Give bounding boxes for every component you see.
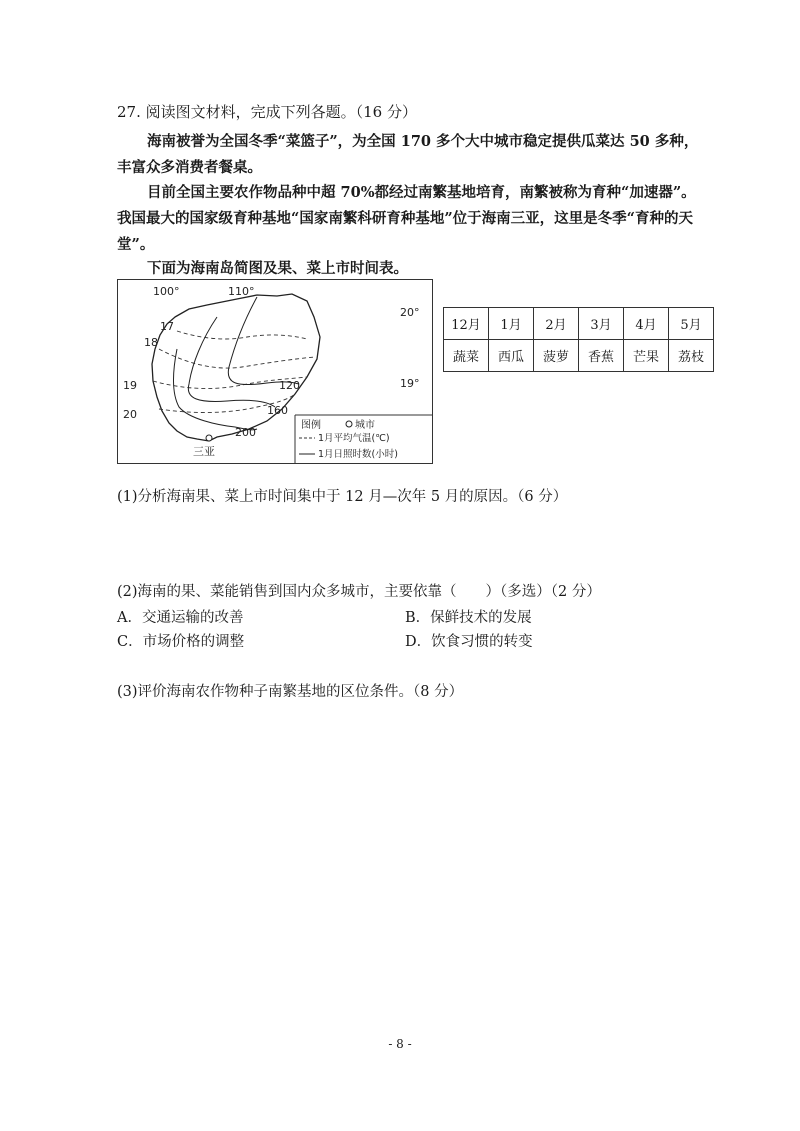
month-cell: 2月 [534, 308, 579, 340]
sub-question-1: (1)分析海南果、菜上市时间集中于 12 月—次年 5 月的原因。（6 分） [117, 489, 568, 505]
lon-label-110: 110° [228, 285, 255, 298]
lat-label-19: 19° [400, 377, 420, 390]
lon-label-100: 100° [153, 285, 180, 298]
option-d: D．饮食习惯的转变 [405, 634, 533, 650]
option-c: C．市场价格的调整 [117, 634, 245, 650]
product-cell: 菠萝 [534, 340, 579, 372]
sunshine-label-120: 120 [279, 379, 300, 392]
isotherm-17 [177, 331, 307, 339]
month-cell: 5月 [669, 308, 714, 340]
option-a: A．交通运输的改善 [117, 610, 244, 626]
month-row [444, 308, 714, 340]
material-paragraph-3: 下面为海南岛简图及果、菜上市时间表。 [147, 260, 408, 277]
legend-city-icon [346, 421, 352, 427]
product-cell: 芒果 [624, 340, 669, 372]
page-number: - 8 - [388, 1037, 412, 1051]
product-cell: 香蕉 [579, 340, 624, 372]
month-cell: 3月 [579, 308, 624, 340]
sub-question-3: (3)评价海南农作物种子南繁基地的区位条件。（8 分） [117, 684, 464, 700]
city-label-sanya: 三亚 [193, 445, 215, 458]
sunshine-line-120 [228, 297, 299, 385]
temp-label-20: 20 [123, 408, 137, 421]
lat-label-20: 20° [400, 306, 420, 319]
legend-title: 图例 [301, 420, 321, 431]
market-time-table [443, 307, 714, 372]
sunshine-line-160 [188, 317, 275, 407]
sunshine-label-200: 200 [235, 426, 256, 439]
temp-label-19: 19 [123, 379, 137, 392]
legend-sunshine-label: 1月日照时数(小时) [318, 449, 398, 460]
sunshine-label-160: 160 [267, 404, 288, 417]
temp-label-18: 18 [144, 336, 158, 349]
month-cell: 1月 [489, 308, 534, 340]
product-cell: 荔枝 [669, 340, 714, 372]
isotherm-18 [159, 349, 315, 368]
hainan-map [117, 279, 433, 464]
month-cell: 12月 [444, 308, 489, 340]
product-row [444, 340, 714, 372]
legend-temperature-label: 1月平均气温(℃) [318, 433, 390, 444]
city-marker-sanya [206, 435, 212, 441]
material-paragraph-1: 海南被誉为全国冬季“菜篮子”，为全国 170 多个大中城市稳定提供瓜菜达 50 多种，丰富众多消费者餐桌。 [117, 133, 699, 176]
legend-city-label: 城市 [355, 420, 375, 431]
product-cell: 蔬菜 [444, 340, 489, 372]
month-cell: 4月 [624, 308, 669, 340]
question-title: 27. 阅读图文材料，完成下列各题。（16 分） [117, 103, 417, 121]
option-b: B．保鲜技术的发展 [405, 610, 532, 626]
sub-question-2: (2)海南的果、菜能销售到国内众多城市，主要依靠（ ）（多选）（2 分） [117, 584, 601, 600]
material-paragraph-2: 目前全国主要农作物品种中超 70%都经过南繁基地培育，南繁被称为育种“加速器”。我国最大的国家级育种基地“国家南繁科研育种基地”位于海南三亚，这里是冬季“育种的天堂”。 [117, 184, 696, 253]
product-cell: 西瓜 [489, 340, 534, 372]
temp-label-17: 17 [160, 320, 174, 333]
map-legend [295, 415, 432, 463]
